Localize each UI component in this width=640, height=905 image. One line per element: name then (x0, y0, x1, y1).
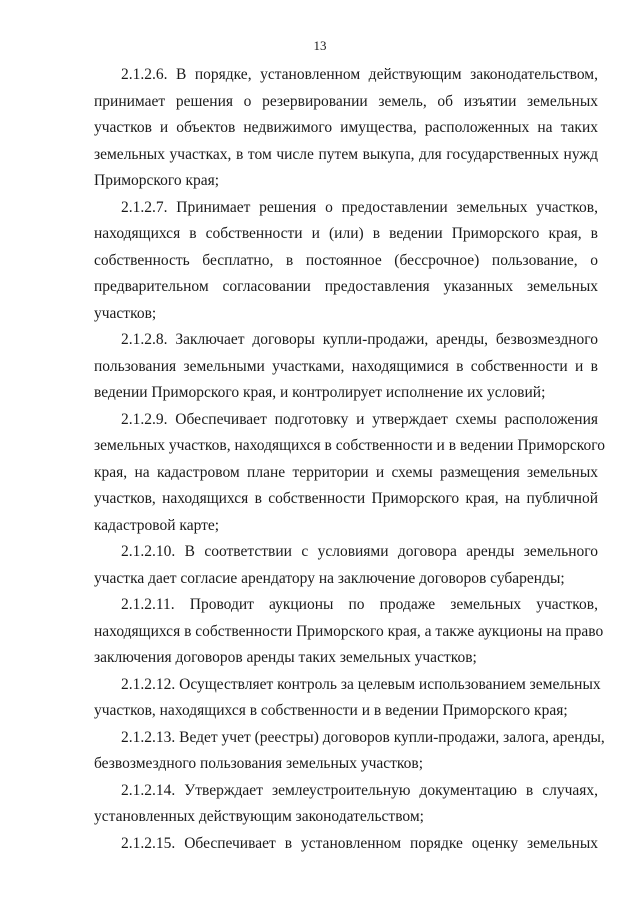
clause-line: находящихся в собственности Приморского края, а также аукционы на право (94, 622, 604, 640)
clause-line: 2.1.2.10. В соответствии с условиями договора аренды земельного (121, 543, 598, 560)
clause-line: кадастровой карте; (94, 516, 220, 534)
document-body (94, 62, 605, 857)
clause-paragraph (94, 407, 605, 540)
clause-line: принимает решения о резервировании земель, об изъятии земельных (94, 92, 598, 110)
clause-line: 2.1.2.6. В порядке, установленном действующим законодательством, (121, 66, 598, 83)
clause-paragraph (94, 539, 598, 592)
clause-line: находящихся в собственности и (или) в ведении Приморского края, в (94, 225, 598, 242)
clause-paragraph (94, 831, 598, 858)
clause-paragraph (94, 778, 598, 831)
clause-line: предварительном согласовании предоставления указанных земельных (94, 278, 598, 295)
clause-line: Приморского края; (94, 172, 220, 189)
clause-paragraph (94, 327, 598, 407)
clause-line: участков и объектов недвижимого имущества, расположенных на таких (94, 119, 598, 136)
clause-line: участков, находящихся в собственности и в ведении Приморского края; (94, 702, 568, 719)
clause-line: безвозмездного пользования земельных участков; (94, 755, 424, 772)
clause-line: участков; (94, 304, 157, 322)
clause-line: собственность бесплатно, в постоянное (бессрочное) пользование, о (94, 251, 598, 269)
clause-line: земельных участках, в том числе путем выкупа, для государственных нужд (94, 145, 598, 163)
page-number: 13 (313, 38, 327, 53)
clause-line: заключения договоров аренды таких земельных участков; (94, 649, 477, 666)
clause-line: края, на кадастровом плане территории и схемы размещения земельных (94, 463, 598, 481)
clause-paragraph (94, 592, 604, 672)
clause-line: 2.1.2.8. Заключает договоры купли-продажи, аренды, безвозмездного (121, 331, 598, 348)
clause-line: участков, находящихся в собственности Приморского края, на публичной (94, 490, 598, 507)
clause-line: 2.1.2.12. Осуществляет контроль за целевым использованием земельных (121, 675, 601, 693)
clause-line: ведении Приморского края, и контролирует исполнение их условий; (94, 384, 546, 401)
clause-line: 2.1.2.14. Утверждает землеустроительную документацию в случаях, (121, 781, 598, 799)
clause-paragraph (94, 725, 605, 778)
clause-line: 2.1.2.7. Принимает решения о предоставлении земельных участков, (121, 198, 598, 216)
clause-line: участка дает согласие арендатору на заключение договоров субаренды; (94, 569, 565, 587)
clause-paragraph (94, 672, 601, 725)
clause-line: земельных участков, находящихся в собственности и в ведении Приморского (94, 437, 605, 454)
clause-line: установленных действующим законодательством; (94, 808, 424, 825)
clause-paragraph (94, 195, 598, 328)
clause-line: 2.1.2.13. Ведет учет (реестры) договоров купли-продажи, залога, аренды, (121, 728, 605, 746)
clause-line: 2.1.2.11. Проводит аукционы по продаже земельных участков, (121, 596, 598, 613)
clause-line: 2.1.2.9. Обеспечивает подготовку и утверждает схемы расположения (121, 410, 598, 428)
clause-line: пользования земельными участками, находящимися в собственности и в (94, 357, 598, 375)
clause-paragraph (94, 62, 598, 195)
clause-line: 2.1.2.15. Обеспечивает в установленном порядке оценку земельных (121, 834, 598, 852)
